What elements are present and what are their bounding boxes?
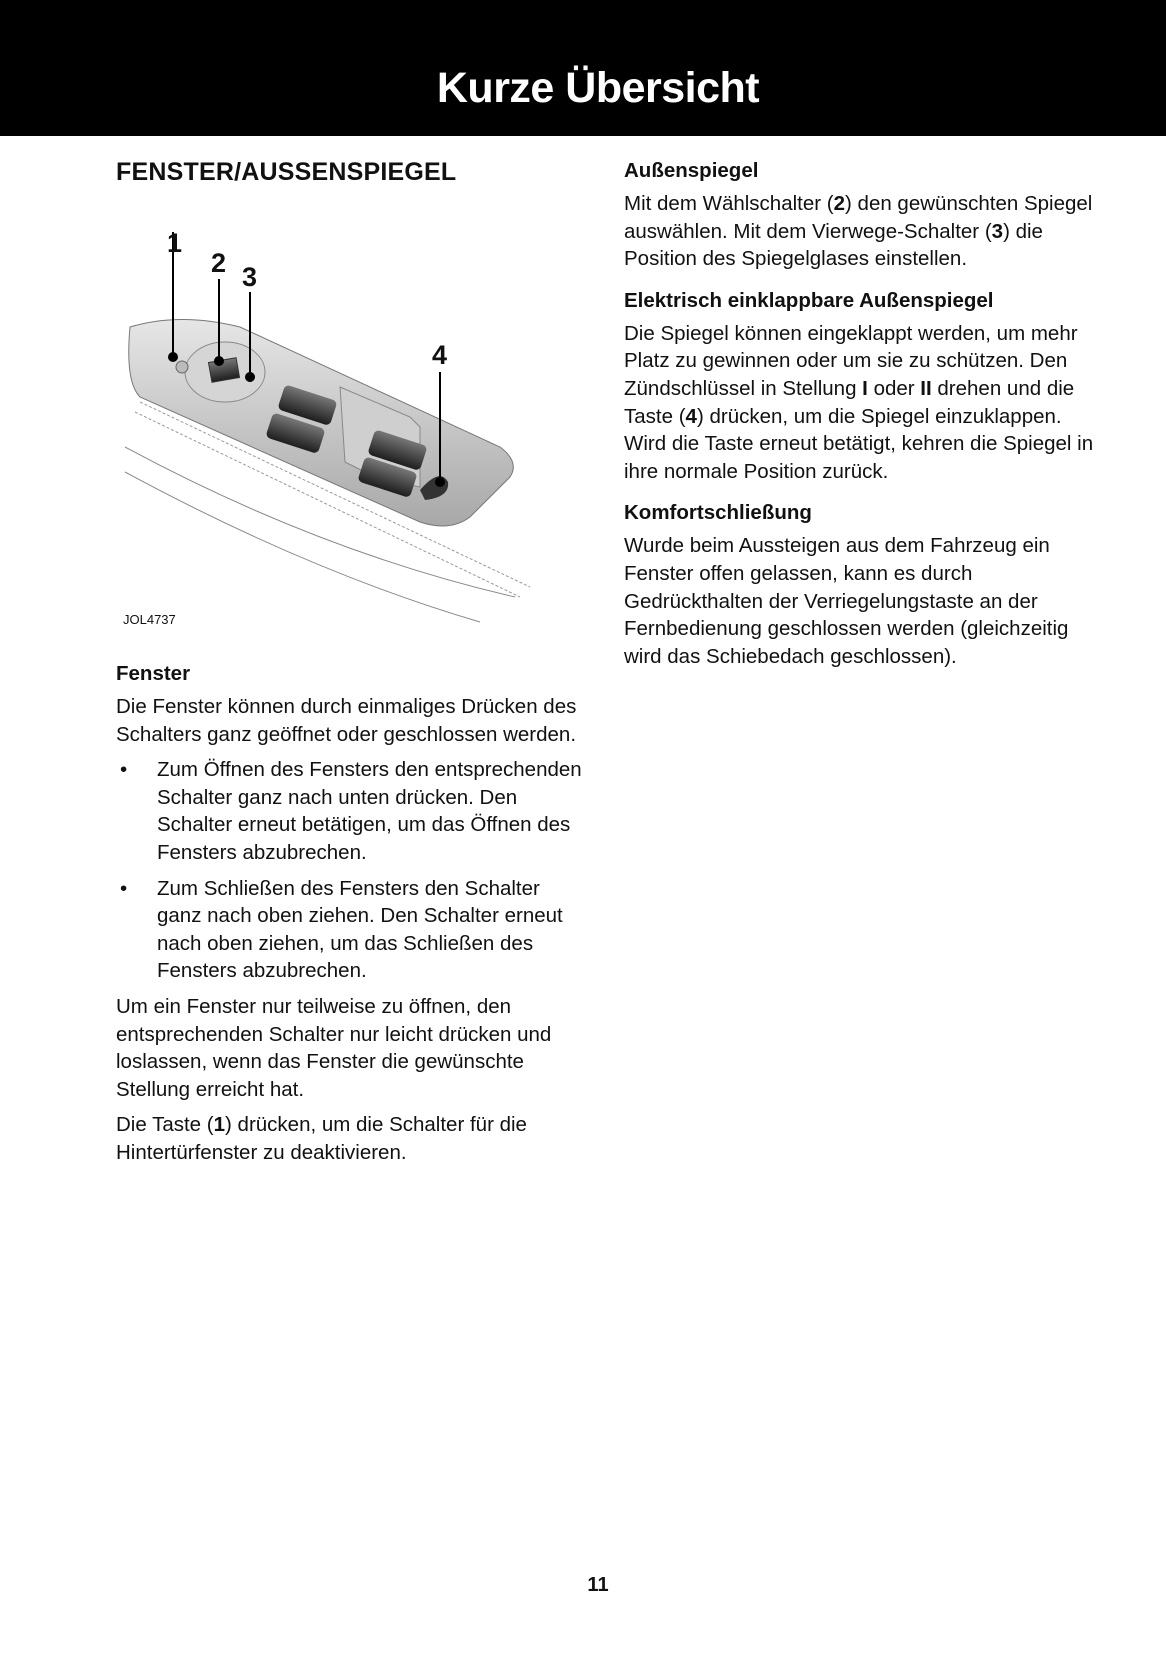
partial-open-text: Um ein Fenster nur teilweise zu öffnen, den entsprechenden Schalter nur leicht drücken und loslassen, wenn das Fenster die gewünschte Stellung erreicht hat.: [116, 994, 552, 1101]
header-band: [0, 0, 1166, 136]
text-run: ) den gewünschten Spiegel auswählen. Mit dem Vierwege-Schalter (: [624, 192, 1093, 243]
page-title: Kurze Übersicht: [436, 64, 760, 112]
ref-number: 3: [991, 219, 1004, 243]
text-run: Die Taste (: [116, 1113, 214, 1137]
ref-number: 2: [833, 192, 846, 215]
right-column: [624, 157, 1094, 684]
window-switch-illustration: [120, 228, 570, 632]
figure-code: JOL4737: [123, 612, 176, 627]
list-item: [116, 875, 586, 985]
comfort-text: Wurde beim Aussteigen aus dem Fahrzeug ein Fenster offen gelassen, kann es durch Gedrückthalten der Verriegelungstaste an der Fernbedienung geschlossen werden (gleichzeitig wird das Schiebedach geschlossen).: [624, 534, 1069, 668]
callout-3: 3: [242, 262, 258, 292]
bullet-icon: •: [120, 758, 128, 782]
fenster-bullet-list: [116, 756, 586, 985]
folding-mirror-section: [624, 287, 1094, 486]
bullet-text: Zum Öffnen des Fensters den entsprechenden Schalter ganz nach unten drücken. Den Schalter erneut betätigen, um das Öffnen des Fensters abzubrechen.: [157, 758, 582, 864]
ignition-position: II: [920, 376, 932, 400]
ref-number: 4: [685, 404, 697, 428]
comfort-closing-section: [624, 499, 1094, 670]
folding-text: [624, 320, 1094, 486]
mirror-text: [624, 190, 1094, 273]
ignition-position: I: [862, 376, 868, 400]
comfort-heading: Komfortschließung: [624, 501, 812, 525]
text-run: drehen und die Taste (: [624, 376, 1075, 428]
rear-window-lock-text: [116, 1111, 586, 1166]
text-run: ) drücken, um die Spiegel einzuklappen. Wird die Taste erneut betätigt, kehren die Spiegel in ihre normale Position zurück.: [624, 404, 1094, 483]
mirror-heading: Außenspiegel: [624, 159, 759, 182]
page-number: 11: [587, 1574, 609, 1596]
text-run: Die Spiegel können eingeklappt werden, um mehr Platz zu gewinnen oder um sie zu schützen. Den Zündschlüssel in Stellung: [624, 321, 1078, 400]
text-run: oder: [867, 376, 921, 400]
fenster-heading: Fenster: [116, 662, 191, 685]
ref-number: 1: [213, 1113, 226, 1137]
section-title: FENSTER/AUSSENSPIEGEL: [116, 158, 457, 186]
bullet-icon: •: [120, 876, 128, 900]
text-run: ) drücken, um die Schalter für die Hintertürfenster zu deaktivieren.: [116, 1113, 527, 1164]
mirror-section: [624, 157, 1094, 273]
door-panel-drawing: [120, 232, 570, 632]
text-run: ) die Position des Spiegelglases einstellen.: [624, 219, 1043, 271]
callout-4: 4: [432, 340, 448, 370]
fenster-intro: Die Fenster können durch einmaliges Drücken des Schalters ganz geöffnet oder geschlossen werden.: [116, 695, 577, 746]
list-item: [116, 756, 586, 866]
callout-2: 2: [211, 248, 227, 278]
bullet-text: Zum Schließen des Fensters den Schalter ganz nach oben ziehen. Den Schalter erneut nach oben ziehen, um das Schließen des Fensters abzubrechen.: [157, 876, 563, 983]
folding-heading: Elektrisch einklappbare Außenspiegel: [624, 288, 994, 312]
left-column: [116, 660, 586, 1175]
text-run: Mit dem Wählschalter (: [624, 192, 834, 215]
callout-1: 1: [167, 228, 183, 258]
